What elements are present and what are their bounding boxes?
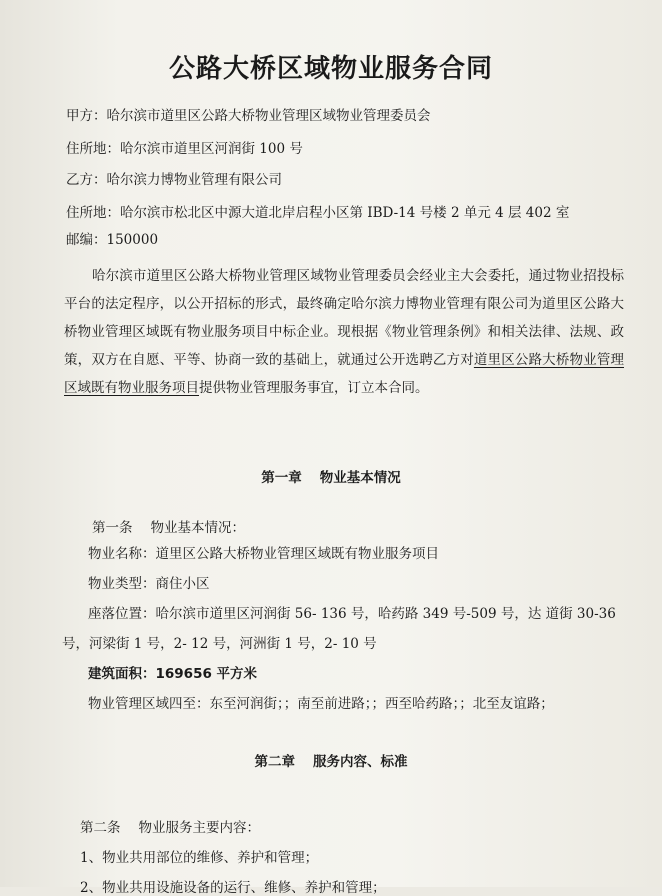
article-1-name: 物业基本情况： — [150, 520, 245, 536]
party-a-address: 住所地：哈尔滨市道里区河润街 100 号 — [66, 141, 303, 157]
chapter-1-label: 第一章 — [261, 470, 302, 486]
property-type: 物业类型：商住小区 — [88, 576, 210, 592]
intro-paragraph — [64, 262, 624, 402]
intro-text-end: 提供物业管理服务事宜，订立本合同。 — [199, 380, 429, 396]
party-b-address: 住所地：哈尔滨市松北区中源大道北岸启程小区第 IBD-14 号楼 2 单元 4 层 402 室 — [66, 205, 570, 221]
document-title: 公路大桥区域物业服务合同 — [168, 54, 493, 84]
location-line-1: 座落位置：哈尔滨市道里区河润街 56- 136 号，哈药路 349 号-509 号，达 道街 30-36 — [88, 606, 616, 622]
chapter-2-heading — [0, 750, 662, 770]
service-item-2: 2、物业共用设施设备的运行、维修、养护和管理； — [80, 880, 386, 896]
article-2-heading — [80, 816, 260, 836]
intro-text: 哈尔滨市道里区公路大桥物业管理区域物业管理委员会经业主大会委托，通过物业招投标平台的法定程序，以公开招标的形式，最终确定哈尔滨力博物业管理有限公司为道里区公路大桥物业管理区域既有物业服务项目中标企业。现根据《物业管理条例》和相关法律、法规、政策，双方在自愿、平等、协商一致的基础上，就通过公开选聘乙方对 — [64, 268, 624, 368]
party-a: 甲方：哈尔滨市道里区公路大桥物业管理区域物业管理委员会 — [66, 108, 431, 124]
chapter-1-heading — [0, 466, 662, 486]
article-2-name: 物业服务主要内容： — [138, 820, 260, 836]
chapter-1-name: 物业基本情况 — [319, 470, 401, 486]
chapter-2-label: 第二章 — [254, 754, 295, 770]
party-b: 乙方：哈尔滨力博物业管理有限公司 — [66, 172, 282, 188]
chapter-2-name: 服务内容、标准 — [313, 754, 408, 770]
article-1-heading — [92, 516, 245, 536]
article-2-label: 第二条 — [80, 820, 121, 836]
article-1-label: 第一条 — [92, 520, 133, 536]
postcode: 邮编：150000 — [66, 232, 159, 248]
boundaries: 物业管理区域四至：东至河润街；；南至前进路；；西至哈药路；；北至友谊路； — [88, 696, 554, 712]
location-line-2: 号，河梁街 1 号，2- 12 号，河洲街 1 号，2- 10 号 — [62, 636, 377, 652]
project-name-underlined: 道里区公路大桥物业管理区域既有物业服务项目 — [64, 352, 624, 396]
building-area: 建筑面积：169656 平方米 — [88, 666, 258, 682]
service-item-1: 1、物业共用部位的维修、养护和管理； — [80, 850, 319, 866]
property-name: 物业名称：道里区公路大桥物业管理区域既有物业服务项目 — [88, 546, 439, 562]
